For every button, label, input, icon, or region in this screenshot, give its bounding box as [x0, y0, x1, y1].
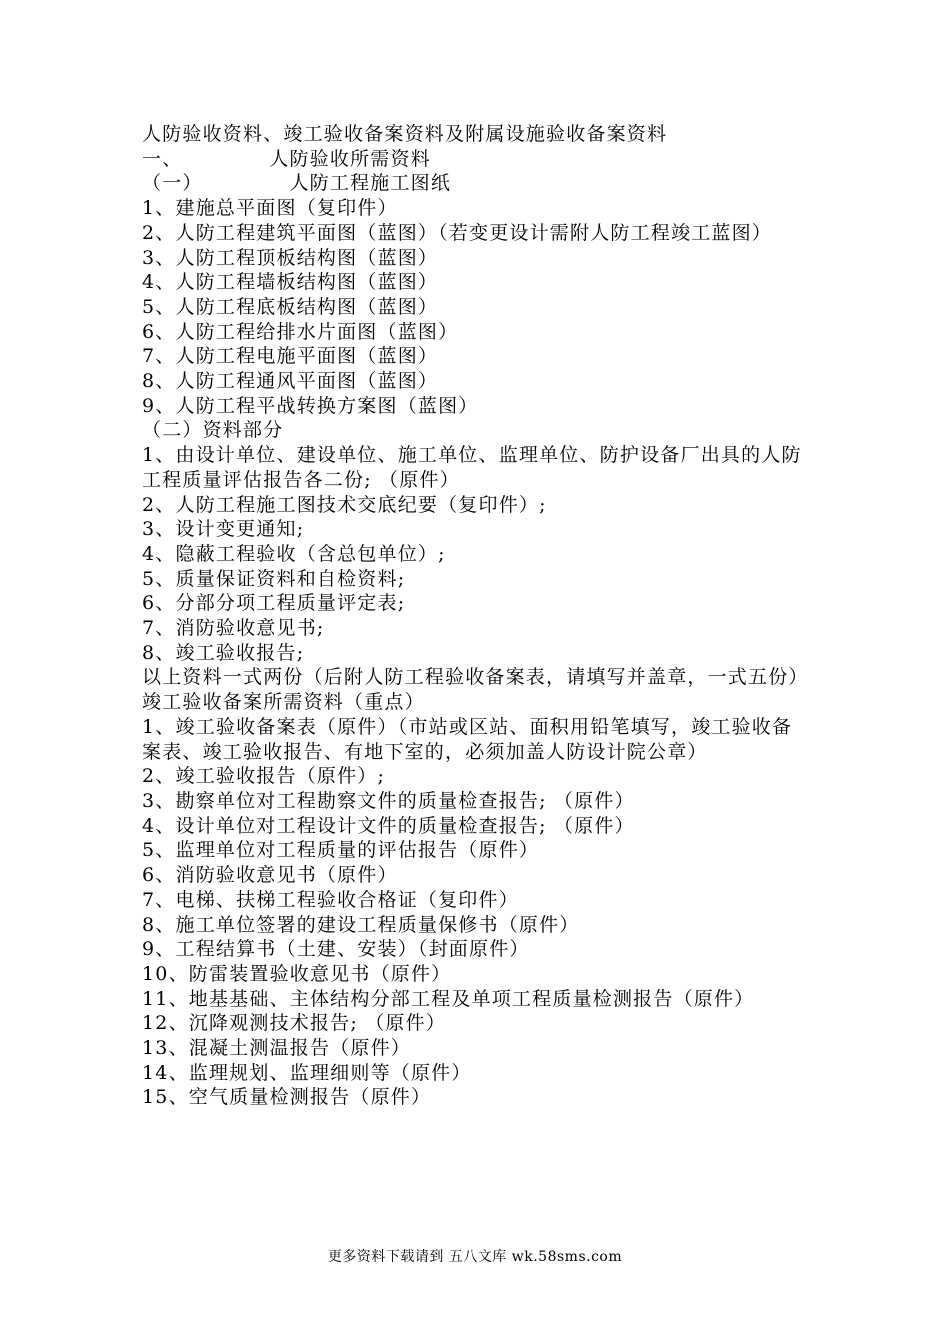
text-line: 1、建施总平面图（复印件） [142, 197, 398, 220]
text-line: 2、竣工验收报告（原件）; [142, 765, 386, 788]
text-line: 竣工验收备案所需资料（重点） [142, 691, 425, 714]
text-line: 4、设计单位对工程设计文件的质量检查报告; （原件） [142, 814, 635, 837]
text-line: （一） 人防工程施工图纸 [142, 172, 452, 195]
text-line: 10、防雷装置验收意见书（原件） [142, 962, 452, 985]
text-line: （二）资料部分 [142, 419, 284, 442]
text-line: 3、设计变更通知; [142, 518, 305, 541]
text-line: 2、人防工程建筑平面图（蓝图）（若变更设计需附人防工程竣工蓝图） [142, 221, 772, 244]
text-line: 人防验收资料、竣工验收备案资料及附属设施验收备案资料 [142, 123, 668, 145]
text-line: 14、监理规划、监理细则等（原件） [142, 1061, 472, 1084]
text-line: 5、质量保证资料和自检资料; [142, 567, 406, 590]
document-body [142, 122, 810, 1110]
text-line: 15、空气质量检测报告（原件） [142, 1086, 432, 1109]
text-line: 9、工程结算书（土建、安装）（封面原件） [142, 938, 530, 961]
text-line: 11、地基基础、主体结构分部工程及单项工程质量检测报告（原件） [142, 987, 755, 1010]
text-line: 5、人防工程底板结构图（蓝图） [142, 295, 439, 318]
text-line: 4、人防工程墙板结构图（蓝图） [142, 271, 439, 294]
text-line: 4、隐蔽工程验收（含总包单位）; [142, 542, 446, 565]
text-line: 3、人防工程顶板结构图（蓝图） [142, 246, 439, 269]
text-line: 以上资料一式两份（后附人防工程验收备案表，请填写并盖章，一式五份） [142, 666, 809, 689]
text-line: 6、消防验收意见书（原件） [142, 864, 398, 887]
text-line: 7、电梯、扶梯工程验收合格证（复印件） [142, 888, 519, 911]
text-line: 一、 人防验收所需资料 [142, 147, 431, 170]
text-line: 13、混凝土测温报告（原件） [142, 1037, 411, 1060]
text-line: 3、勘察单位对工程勘察文件的质量检查报告; （原件） [142, 789, 635, 812]
text-line: 8、施工单位签署的建设工程质量保修书（原件） [142, 913, 580, 936]
text-line: 7、消防验收意见书; [142, 617, 325, 640]
text-line: 5、监理单位对工程质量的评估报告（原件） [142, 839, 540, 862]
text-line: 1、由设计单位、建设单位、施工单位、监理单位、防护设备厂出具的人防工程质量评估报告各二份; （原件） [142, 444, 802, 491]
text-line: 8、人防工程通风平面图（蓝图） [142, 370, 439, 393]
text-line: 7、人防工程电施平面图（蓝图） [142, 345, 439, 368]
footer-text: 更多资料下载请到 五八文库 wk.58sms.com [327, 1249, 623, 1265]
text-line: 6、人防工程给排水片面图（蓝图） [142, 320, 459, 343]
text-line: 9、人防工程平战转换方案图（蓝图） [142, 394, 479, 417]
text-line: 8、竣工验收报告; [142, 641, 305, 664]
text-line: 2、人防工程施工图技术交底纪要（复印件）; [142, 493, 547, 516]
text-line: 6、分部分项工程质量评定表; [142, 592, 406, 615]
text-line: 1、竣工验收备案表（原件）（市站或区站、面积用铅笔填写，竣工验收备案表、竣工验收报告、有地下室的，必须加盖人防设计院公章） [142, 715, 793, 763]
text-line: 12、沉降观测技术报告; （原件） [142, 1012, 447, 1035]
